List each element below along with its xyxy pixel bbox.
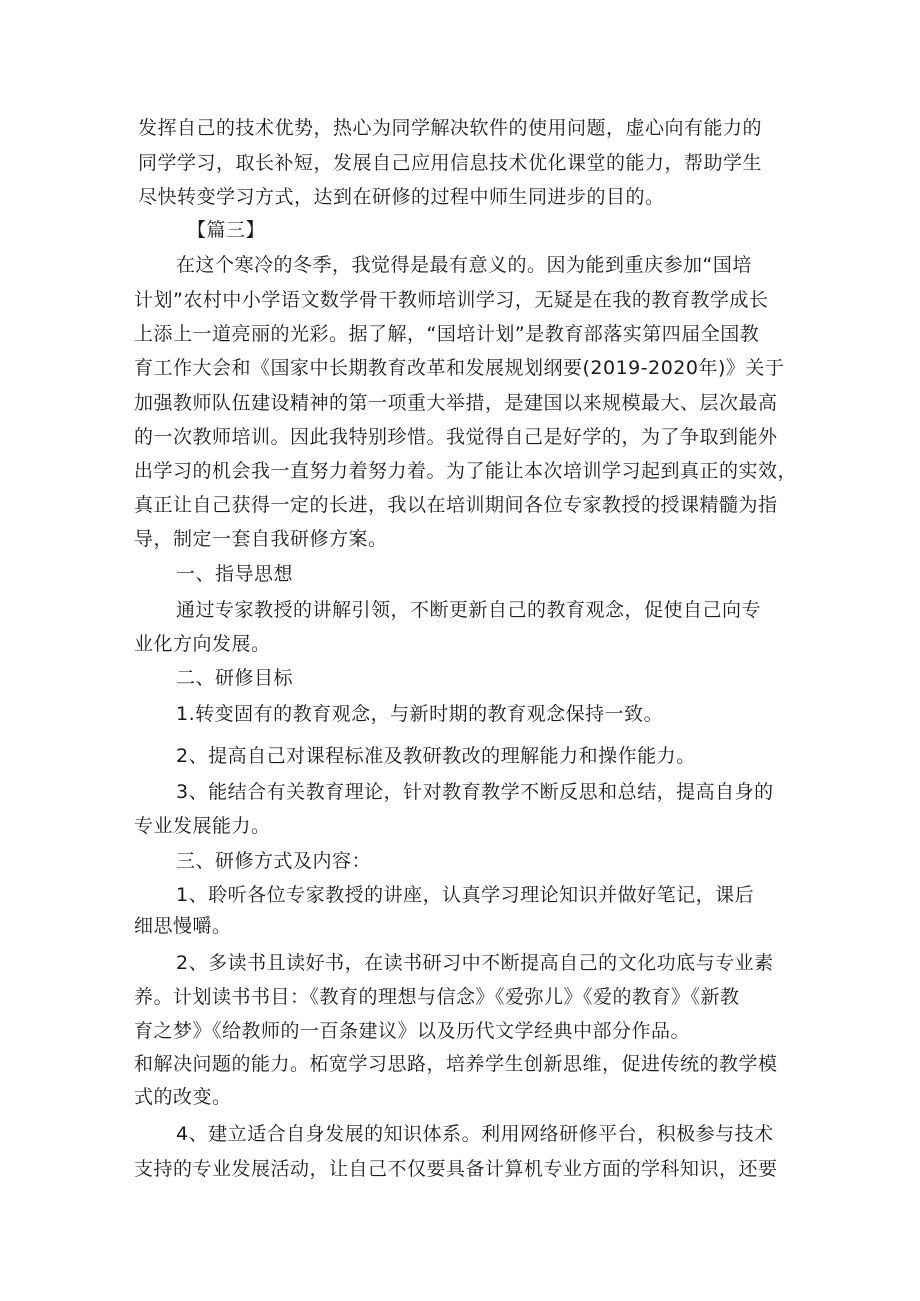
list-item: 1.转变固有的教育观念，与新时期的教育观念保持一致。 [176,703,664,725]
text-line: 出学习的机会我一直努力着努力着。为了能让本次培训学习起到真正的实效， [134,460,798,482]
text-line: 真正让自己获得一定的长进，我以在培训期间各位专家教授的授课精髓为指 [134,494,778,516]
text-line: 加强教师队伍建设精神的第一项重大举措，是建国以来规模最大、层次最高 [134,392,778,414]
text-line: 支持的专业发展活动，让自己不仅要具备计算机专业方面的学科知识，还要 [134,1158,778,1180]
text-line: 计划”农村中小学语文数学骨干教师培训学习，无疑是在我的教育教学成长 [134,289,769,311]
section-heading: 【篇三】 [187,219,266,241]
text-line: 同学学习，取长补短，发展自己应用信息技术优化课堂的能力，帮助学生 [138,152,763,174]
section-heading: 一、指导思想 [176,563,294,585]
text-line: 尽快转变学习方式，达到在研修的过程中师生同进步的目的。 [138,186,665,208]
text-line: 在这个寒冷的冬季，我觉得是最有意义的。因为能到重庆参加“国培 [176,254,752,276]
text-line: 和解决问题的能力。柘宽学习思路，培养学生创新思维，促进传统的教学模 [134,1053,778,1075]
text-line: 发挥自己的技术优势，热心为同学解决软件的使用问题，虚心向有能力的 [138,117,763,139]
text-line: 的一次教师培训。因此我特别珍惜。我觉得自己是好学的，为了争取到能外 [134,426,778,448]
list-item: 1、聆听各位专家教授的讲座，认真学习理论知识并做好笔记，课后 [176,884,755,906]
list-item: 4、建立适合自身发展的知识体系。利用网络研修平台，积极参与技术 [176,1123,774,1145]
text-line: 专业发展能力。 [134,815,271,837]
section-heading: 二、研修目标 [176,667,294,689]
list-item: 2、提高自己对课程标准及教研教改的理解能力和操作能力。 [176,745,696,767]
text-line: 式的改变。 [134,1086,232,1108]
text-line: 通过专家教授的讲解引领，不断更新自己的教育观念，促使自己向专 [176,599,762,621]
text-line: 业化方向发展。 [134,633,271,655]
text-line: 育工作大会和《国家中长期教育改革和发展规划纲要(2019-2020年)》关于 [134,357,785,379]
text-line: 上添上一道亮丽的光彩。据了解，“国培计划”是教育部落实第四届全国教 [134,323,760,345]
text-line: 细思慢嚼。 [134,915,232,937]
text-line: 育之梦》《给教师的一百条建议》以及历代文学经典中部分作品。 [134,1020,691,1042]
list-item: 2、多读书且读好书，在读书研习中不断提高自己的文化功底与专业素 [176,952,774,974]
section-heading: 三、研修方式及内容： [176,850,372,872]
text-line: 养。计划读书书目：《教育的理想与信念》《爱弥儿》《爱的教育》《新教 [134,986,740,1008]
list-item: 3、能结合有关教育理论，针对教育教学不断反思和总结，提高自身的 [176,781,774,803]
text-line: 导，制定一套自我研修方案。 [134,528,388,550]
